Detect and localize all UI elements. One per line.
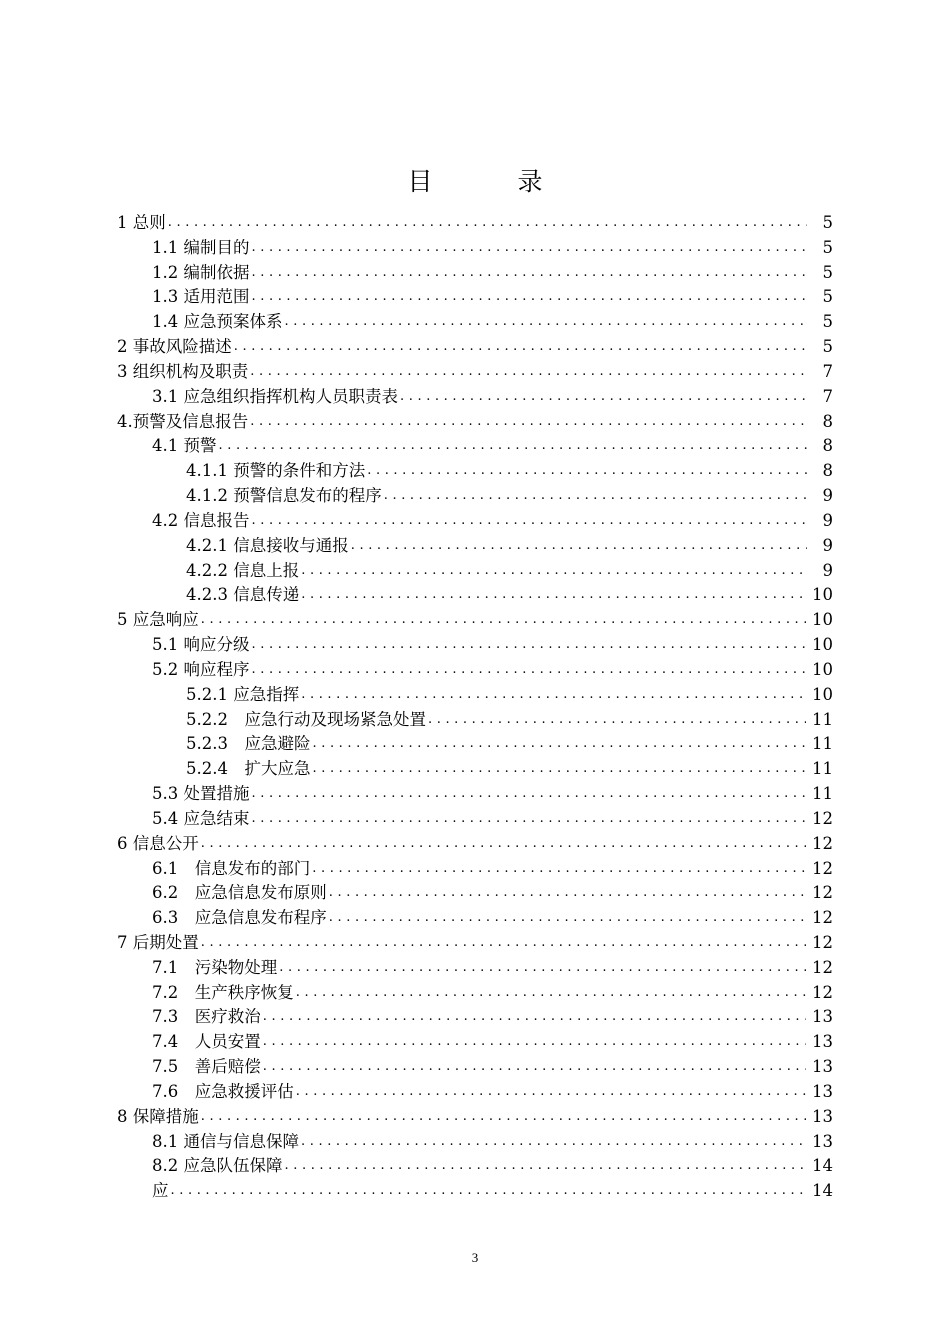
toc-entry-label: 7.3 医疗救治 <box>152 1007 261 1027</box>
toc-entry-label: 5.2.2 应急行动及现场紧急处置 <box>186 709 426 729</box>
toc-entry-label: 4.2 信息报告 <box>152 510 250 530</box>
toc-entry[interactable] <box>117 1130 833 1155</box>
toc-entry-page: 13 <box>812 1057 833 1077</box>
toc-entry[interactable] <box>117 708 833 733</box>
toc-dot-leader <box>400 385 807 410</box>
toc-entry-label: 7 后期处置 <box>117 933 199 952</box>
toc-entry[interactable] <box>117 608 833 633</box>
toc-entry-label: 4.2.3 信息传递 <box>186 585 300 605</box>
toc-dot-leader <box>252 807 807 832</box>
toc-entry-page: 11 <box>812 784 833 804</box>
toc-entry-page: 11 <box>812 759 833 779</box>
toc-entry[interactable] <box>117 285 833 310</box>
toc-dot-leader <box>263 1030 806 1055</box>
toc-entry-page: 9 <box>822 535 833 555</box>
toc-entry-page: 5 <box>822 287 833 307</box>
toc-entry-page: 11 <box>812 709 833 729</box>
toc-entry-label: 6.3 应急信息发布程序 <box>152 908 327 928</box>
toc-entry-page: 10 <box>812 659 833 679</box>
toc-entry-page: 14 <box>812 1156 833 1176</box>
toc-entry-label: 7.2 生产秩序恢复 <box>152 982 294 1002</box>
toc-dot-leader <box>252 236 808 261</box>
toc-entry-label: 6.1 信息发布的部门 <box>152 858 311 878</box>
toc-entry-page: 14 <box>812 1181 833 1201</box>
toc-entry[interactable] <box>117 335 833 360</box>
toc-entry[interactable] <box>117 683 833 708</box>
toc-entry-page: 12 <box>812 933 833 952</box>
toc-entry-label: 6 信息公开 <box>117 833 199 853</box>
toc-entry[interactable] <box>117 832 833 857</box>
toc-entry-label: 4.1.2 预警信息发布的程序 <box>186 486 382 506</box>
toc-dot-leader <box>312 732 806 757</box>
toc-dot-leader <box>329 906 806 931</box>
toc-entry[interactable] <box>117 658 833 683</box>
toc-entry-label: 4.2.2 信息上报 <box>186 560 300 580</box>
toc-entry[interactable] <box>117 881 833 906</box>
toc-entry-page: 9 <box>822 486 833 506</box>
toc-entry-page: 13 <box>812 1007 833 1027</box>
toc-entry-page: 12 <box>812 858 833 878</box>
toc-dot-leader <box>168 211 807 236</box>
toc-entry-page: 12 <box>812 908 833 928</box>
toc-entry-label: 8 保障措施 <box>117 1106 199 1126</box>
toc-dot-leader <box>219 434 808 459</box>
toc-title: 目 录 <box>407 167 573 196</box>
toc-entry-label: 5.3 处置措施 <box>152 784 250 804</box>
toc-entry-page: 12 <box>812 957 833 977</box>
toc-dot-leader <box>201 608 806 633</box>
toc-dot-leader <box>171 1179 807 1204</box>
toc-dot-leader <box>296 981 806 1006</box>
toc-entry-label: 5.4 应急结束 <box>152 808 250 828</box>
toc-entry[interactable] <box>117 484 833 509</box>
toc-dot-leader <box>312 857 806 882</box>
toc-entry[interactable] <box>117 757 833 782</box>
toc-entry[interactable] <box>117 385 833 410</box>
toc-entry[interactable] <box>117 261 833 286</box>
toc-dot-leader <box>252 261 808 286</box>
toc-entry-page: 12 <box>812 982 833 1002</box>
toc-entry-page: 8 <box>822 411 833 431</box>
toc-dot-leader <box>384 484 807 509</box>
toc-entry[interactable] <box>117 782 833 807</box>
toc-entry[interactable] <box>117 981 833 1006</box>
toc-entry-page: 9 <box>822 510 833 530</box>
toc-entry-label: 1 总则 <box>117 212 166 232</box>
toc-entry-label: 5.2.1 应急指挥 <box>186 684 300 704</box>
toc-dot-leader <box>296 1080 806 1105</box>
toc-entry-label: 7.5 善后赔偿 <box>152 1057 261 1077</box>
toc-entry-label: 2 事故风险描述 <box>117 337 232 357</box>
toc-entry[interactable] <box>117 310 833 335</box>
toc-entry[interactable] <box>117 1154 833 1179</box>
toc-entry-page: 10 <box>812 585 833 605</box>
toc-entry-label: 1.1 编制目的 <box>152 237 250 257</box>
toc-dot-leader <box>279 956 806 981</box>
toc-entry[interactable] <box>117 434 833 459</box>
toc-entry-page: 5 <box>822 262 833 282</box>
toc-entry[interactable] <box>117 559 833 584</box>
toc-entry-label: 8.2 应急队伍保障 <box>152 1156 283 1176</box>
toc-dot-leader <box>312 757 806 782</box>
toc-entry[interactable] <box>117 534 833 559</box>
toc-dot-leader <box>351 534 807 559</box>
toc-entry-page: 5 <box>822 312 833 332</box>
toc-entry[interactable] <box>117 1179 833 1204</box>
toc-entry-label: 5.2.3 应急避险 <box>186 734 311 754</box>
toc-entry-page: 5 <box>822 237 833 257</box>
toc-entry-page: 13 <box>812 1032 833 1052</box>
toc-entry-page: 11 <box>812 734 833 754</box>
toc-dot-leader <box>285 1154 807 1179</box>
toc-entry[interactable] <box>117 583 833 608</box>
toc-entry-page: 8 <box>822 436 833 456</box>
toc-entry-label: 7.6 应急救援评估 <box>152 1081 294 1101</box>
toc-dot-leader <box>367 459 807 484</box>
toc-dot-leader <box>252 509 808 534</box>
table-of-contents <box>117 211 833 1204</box>
toc-entry-label: 4.1.1 预警的条件和方法 <box>186 461 366 481</box>
toc-dot-leader <box>252 782 807 807</box>
toc-entry[interactable] <box>117 807 833 832</box>
toc-entry-page: 10 <box>812 635 833 655</box>
toc-entry-page: 12 <box>812 833 833 853</box>
toc-dot-leader <box>301 1130 806 1155</box>
toc-dot-leader <box>285 310 808 335</box>
toc-dot-leader <box>428 708 806 733</box>
toc-entry-page: 13 <box>812 1081 833 1101</box>
page-number: 3 <box>471 1250 479 1265</box>
toc-entry-label: 1.3 适用范围 <box>152 287 250 307</box>
toc-entry-label: 6.2 应急信息发布原则 <box>152 883 327 903</box>
toc-dot-leader <box>263 1005 806 1030</box>
toc-entry-label: 7.1 污染物处理 <box>152 957 278 977</box>
toc-entry[interactable] <box>117 857 833 882</box>
toc-dot-leader <box>250 360 807 385</box>
toc-entry[interactable] <box>117 459 833 484</box>
toc-entry-label: 5.2 响应程序 <box>152 659 250 679</box>
toc-entry-page: 10 <box>812 684 833 704</box>
toc-entry-page: 7 <box>822 386 833 406</box>
toc-entry-label: 4.1 预警 <box>152 436 217 456</box>
toc-entry[interactable] <box>117 360 833 385</box>
toc-entry[interactable] <box>117 633 833 658</box>
toc-entry-label: 3.1 应急组织指挥机构人员职责表 <box>152 386 398 406</box>
toc-dot-leader <box>201 931 806 956</box>
toc-entry-label: 5 应急响应 <box>117 610 199 630</box>
toc-entry-page: 10 <box>812 610 833 630</box>
toc-entry-label: 1.4 应急预案体系 <box>152 312 283 332</box>
toc-entry[interactable] <box>117 236 833 261</box>
toc-entry-label: 1.2 编制依据 <box>152 262 250 282</box>
toc-entry[interactable] <box>117 956 833 981</box>
toc-dot-leader <box>250 410 807 435</box>
toc-dot-leader <box>252 285 808 310</box>
toc-entry[interactable] <box>117 931 833 956</box>
toc-entry-page: 12 <box>812 808 833 828</box>
toc-dot-leader <box>263 1055 806 1080</box>
toc-dot-leader <box>201 832 806 857</box>
toc-entry-page: 13 <box>812 1106 833 1126</box>
toc-dot-leader <box>301 683 806 708</box>
toc-entry[interactable] <box>117 906 833 931</box>
toc-entry-page: 5 <box>822 337 833 357</box>
toc-entry-page: 8 <box>822 461 833 481</box>
toc-dot-leader <box>301 559 807 584</box>
toc-dot-leader <box>252 633 807 658</box>
toc-entry[interactable] <box>117 509 833 534</box>
toc-dot-leader <box>329 881 806 906</box>
toc-entry-page: 9 <box>822 560 833 580</box>
toc-entry[interactable] <box>117 1006 833 1031</box>
toc-entry[interactable] <box>117 211 833 236</box>
toc-entry-page: 7 <box>822 361 833 381</box>
toc-entry-page: 12 <box>812 883 833 903</box>
toc-entry-label: 5.1 响应分级 <box>152 635 250 655</box>
toc-entry-label: 4.2.1 信息接收与通报 <box>186 535 349 555</box>
toc-entry-page: 5 <box>822 212 833 232</box>
toc-entry-label: 3 组织机构及职责 <box>117 361 249 381</box>
toc-dot-leader <box>301 583 806 608</box>
toc-entry-label: 4.预警及信息报告 <box>117 411 249 431</box>
toc-entry-label: 应 <box>152 1181 169 1201</box>
toc-dot-leader <box>234 335 807 360</box>
toc-entry-label: 5.2.4 扩大应急 <box>186 759 311 779</box>
toc-entry-page: 13 <box>812 1131 833 1151</box>
toc-entry-label: 7.4 人员安置 <box>152 1032 261 1052</box>
toc-entry[interactable] <box>117 410 833 435</box>
toc-entry[interactable] <box>117 732 833 757</box>
toc-entry[interactable] <box>117 1080 833 1105</box>
toc-entry[interactable] <box>117 1055 833 1080</box>
toc-dot-leader <box>201 1105 806 1130</box>
toc-entry-label: 8.1 通信与信息保障 <box>152 1131 299 1151</box>
toc-entry[interactable] <box>117 1030 833 1055</box>
toc-dot-leader <box>252 658 807 683</box>
toc-entry[interactable] <box>117 1105 833 1130</box>
